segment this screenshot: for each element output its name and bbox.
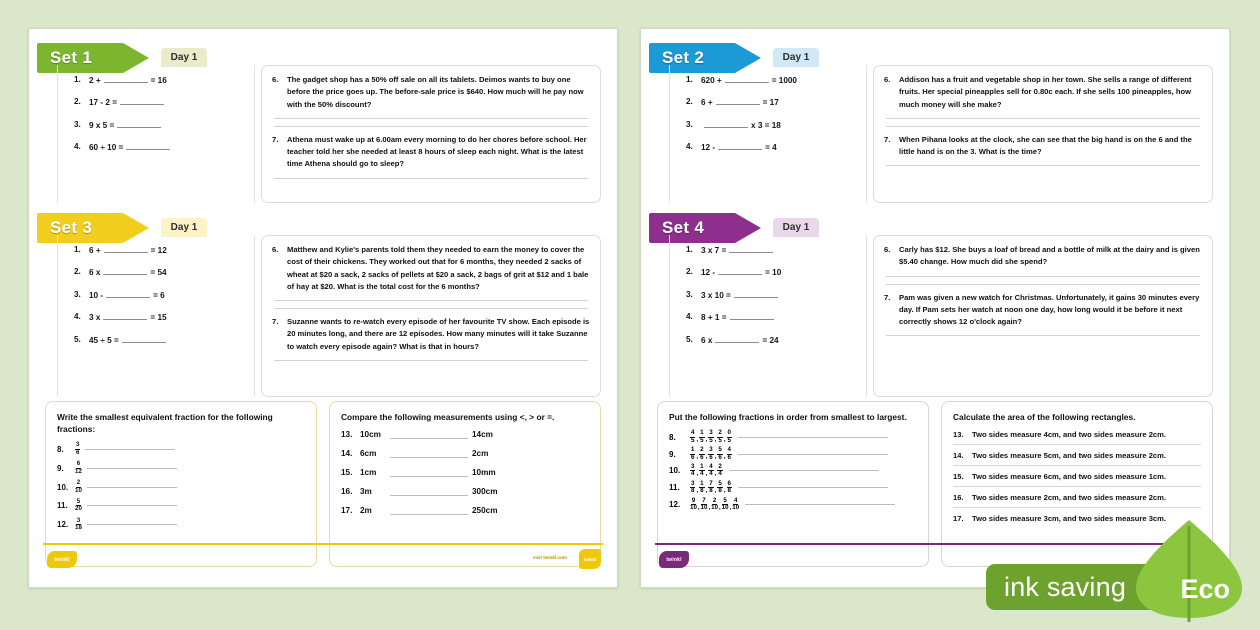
- question-number: 6.: [272, 245, 279, 254]
- answer-line[interactable]: [886, 118, 1200, 119]
- answer-line[interactable]: [886, 126, 1200, 127]
- measurement-left: 3m: [360, 487, 372, 497]
- answer-line[interactable]: [745, 504, 895, 505]
- fraction: $\frac{4}{10}$: [732, 496, 740, 512]
- answer-line[interactable]: [738, 437, 888, 438]
- answer-line[interactable]: [738, 487, 888, 488]
- question-number: 2.: [686, 97, 693, 107]
- eco-badge-label-left: ink saving: [1004, 571, 1127, 602]
- question-expression: 3 x 10 =: [701, 290, 781, 300]
- question-number: 1.: [686, 75, 693, 84]
- set-title-1: Set 1: [50, 48, 93, 67]
- question-expression: 6 x = 54: [89, 268, 167, 278]
- order-fraction-row: [669, 430, 917, 444]
- worksheet-page-left: [28, 28, 618, 588]
- fraction: $\frac{6}{12}$: [75, 460, 82, 475]
- answer-blank[interactable]: [390, 495, 468, 496]
- question-expression: 6 x = 24: [701, 335, 779, 345]
- footer-left: [43, 543, 603, 577]
- answer-blank[interactable]: [103, 267, 147, 275]
- arithmetic-question: [686, 120, 856, 130]
- fraction: $\frac{0}{5}$: [727, 429, 731, 444]
- word-problem-text: When Pihana looks at the clock, she can see that the big hand is on the 6 and the little hand is on the 3. What is the time?: [899, 134, 1192, 157]
- fraction: $\frac{1}{6}$: [691, 446, 695, 461]
- question-number: 10.: [669, 466, 681, 476]
- fraction: $\frac{3}{8}$: [691, 479, 695, 495]
- fraction-list: [690, 498, 739, 512]
- panel-heading-compare-measurements: Compare the following measurements using <, > or =.: [341, 412, 555, 422]
- word-problem-text: Suzanne wants to re-watch every episode of her favourite TV show. Each episode is 20 minutes long, and there are 12 episodes. How many minutes will it take Suzanne to watch every episode again? What is that in hours?: [287, 317, 590, 351]
- question-number: 17.: [341, 506, 353, 516]
- answer-line[interactable]: [886, 335, 1200, 336]
- panel-heading-rectangle-areas: Calculate the area of the following rectangles.: [953, 412, 1136, 422]
- answer-blank[interactable]: [725, 75, 769, 83]
- answer-line[interactable]: [953, 507, 1201, 508]
- answer-line[interactable]: [729, 470, 879, 471]
- answer-blank[interactable]: [104, 75, 148, 83]
- answer-line[interactable]: [274, 300, 588, 301]
- answer-line[interactable]: [274, 126, 588, 127]
- fraction: $\frac{3}{6}$: [709, 446, 713, 461]
- question-expression: 6 + = 12: [89, 246, 167, 255]
- question-number: 9.: [57, 463, 64, 473]
- question-number: 11.: [57, 501, 68, 511]
- order-fraction-row: [669, 464, 917, 478]
- day-tag-3: Day 1: [161, 218, 207, 237]
- footer-credit: visit twinkl.com: [532, 555, 567, 560]
- answer-line[interactable]: [274, 308, 588, 309]
- question-number: 12.: [57, 520, 69, 530]
- question-expression: 6 + = 17: [701, 98, 779, 108]
- separator: ,: [705, 487, 708, 494]
- answer-line[interactable]: [886, 284, 1200, 285]
- fraction: $\frac{1}{5}$: [700, 429, 704, 444]
- answer-blank[interactable]: [120, 97, 164, 105]
- question-number: 8.: [57, 444, 64, 454]
- set-block-4: [641, 205, 1229, 397]
- order-fraction-row: [669, 447, 917, 461]
- question-number: 6.: [272, 75, 279, 84]
- answer-line[interactable]: [953, 465, 1201, 466]
- worksheet-page-right: [640, 28, 1230, 588]
- arithmetic-column-4: [669, 235, 867, 397]
- measurement-left: 10cm: [360, 430, 381, 440]
- answer-blank[interactable]: [117, 120, 161, 128]
- arithmetic-question: [74, 142, 244, 152]
- question-number: 5.: [686, 334, 693, 344]
- separator: ,: [714, 487, 717, 494]
- word-problem-column-2: [873, 65, 1213, 203]
- area-question: [953, 493, 1201, 502]
- fraction: $\frac{5}{20}$: [75, 498, 82, 513]
- arithmetic-question: [74, 335, 244, 345]
- measurement-row: [341, 468, 589, 477]
- word-problem: [884, 134, 1202, 159]
- word-problem-column-3: [261, 235, 601, 397]
- answer-line[interactable]: [274, 118, 588, 119]
- separator: ,: [705, 453, 708, 460]
- answer-blank[interactable]: [106, 290, 150, 298]
- order-fraction-row: [669, 498, 917, 512]
- word-problem-text: Addison has a fruit and vegetable shop in her town. She sells a range of different fruits. Her special pineapples sell for 0.80c each. If she sells 100 pineapples, how much money will she make?: [899, 75, 1192, 109]
- question-number: 4.: [686, 312, 693, 322]
- fraction: $\frac{6}{8}$: [727, 479, 731, 495]
- question-expression: 17 - 2 =: [89, 97, 167, 107]
- question-number: 13.: [341, 430, 353, 440]
- question-number: 6.: [884, 75, 891, 84]
- measurement-row: [341, 449, 589, 458]
- answer-blank[interactable]: [715, 335, 759, 343]
- area-question-text: Two sides measure 4cm, and two sides measure 2cm.: [972, 430, 1167, 440]
- answer-blank[interactable]: [390, 476, 468, 477]
- question-number: 6.: [884, 245, 891, 254]
- fraction: $\frac{3}{18}$: [75, 516, 82, 532]
- fraction: $\frac{5}{10}$: [721, 496, 729, 512]
- brand-logo[interactable]: twinkl: [47, 551, 77, 568]
- answer-blank[interactable]: [390, 457, 468, 458]
- answer-line[interactable]: [953, 444, 1201, 445]
- answer-line[interactable]: [274, 360, 588, 361]
- question-expression: 8 + 1 =: [701, 312, 777, 322]
- arithmetic-column-2: [669, 65, 867, 203]
- word-problem: [884, 244, 1202, 269]
- fraction-row: [57, 499, 305, 513]
- area-question: [953, 451, 1201, 460]
- fraction-list: [690, 464, 723, 478]
- day-tag-4: Day 1: [773, 218, 819, 237]
- fraction: $\frac{1}{4}$: [700, 462, 704, 478]
- arithmetic-question: [686, 97, 856, 107]
- arithmetic-question: [686, 335, 856, 345]
- arithmetic-question: [74, 290, 244, 300]
- fraction-row: [57, 461, 305, 475]
- measurement-right: 2cm: [472, 449, 489, 459]
- question-number: 2.: [74, 97, 81, 107]
- area-question-text: Two sides measure 2cm, and two sides measure 2cm.: [972, 493, 1167, 503]
- panel-heading-order-fractions: Put the following fractions in order from smallest to largest.: [669, 412, 907, 422]
- question-expression: 12 - = 10: [701, 268, 782, 278]
- question-number: 14.: [953, 451, 964, 461]
- word-problem-column-4: [873, 235, 1213, 397]
- question-number: 11.: [669, 483, 680, 493]
- fraction: $\frac{5}{8}$: [718, 479, 722, 495]
- fraction-list: [690, 430, 732, 444]
- eco-badge-label-right: Eco: [1180, 573, 1230, 604]
- set-block-2: [641, 35, 1229, 203]
- question-number: 15.: [341, 468, 353, 478]
- question-expression: 2 + = 16: [89, 76, 167, 85]
- measurement-row: [341, 506, 589, 515]
- question-expression: 9 x 5 =: [89, 120, 164, 130]
- word-problem: [272, 244, 590, 293]
- measurement-right: 300cm: [472, 487, 498, 497]
- question-number: 16.: [953, 493, 964, 503]
- set-block-3: [29, 205, 617, 397]
- word-problem: [884, 74, 1202, 111]
- answer-line[interactable]: [87, 505, 177, 506]
- fraction: $\frac{4}{5}$: [691, 429, 695, 444]
- word-problem-text: Matthew and Kylie's parents told them they needed to earn the money to cover the cost of their chickens. They worked out that for 6 months, they needed 2 sacks of wheat at $20 a sack, 2 sacks of pellets at $20 a sack, 2 bags of grit at $12 and 1 bale of hay at $20. What is the total cost for the 6 months?: [287, 245, 589, 291]
- separator: ,: [723, 453, 726, 460]
- word-problem-text: Pam was given a new watch for Christmas. Unfortunately, it gains 30 minutes every day. If Pam sets her watch at noon one day, how long would it be before it next correctly shows 12 o'clock again?: [899, 292, 1200, 327]
- fraction: $\frac{3}{4}$: [691, 462, 695, 478]
- question-number: 17.: [953, 514, 964, 524]
- panel-heading-equivalent-fractions: Write the smallest equivalent fraction for the following fractions:: [57, 412, 273, 435]
- day-tag-2: Day 1: [773, 48, 819, 67]
- fraction: $\frac{7}{8}$: [709, 479, 713, 495]
- word-problem-column-1: [261, 65, 601, 203]
- fraction-list: [690, 481, 732, 495]
- separator: ,: [696, 487, 699, 494]
- question-number: 16.: [341, 487, 353, 497]
- measurement-left: 1cm: [360, 468, 377, 478]
- question-number: 4.: [686, 142, 693, 152]
- question-number: 4.: [74, 142, 81, 152]
- fraction-row: [57, 442, 305, 456]
- separator: ,: [697, 504, 700, 511]
- word-problem: [272, 134, 590, 171]
- question-number: 7.: [272, 317, 279, 327]
- measurement-row: [341, 487, 589, 496]
- answer-blank[interactable]: [734, 290, 778, 298]
- measurement-right: 14cm: [472, 430, 493, 440]
- question-expression: 3 x = 15: [89, 313, 167, 323]
- arithmetic-column-3: [57, 235, 255, 397]
- fraction: $\frac{1}{8}$: [700, 479, 704, 495]
- fraction-list: [690, 447, 732, 461]
- area-question-text: Two sides measure 6cm, and two sides measure 1cm.: [972, 472, 1167, 482]
- separator: ,: [714, 470, 717, 477]
- fraction: $\frac{2}{6}$: [700, 446, 704, 461]
- separator: ,: [696, 437, 699, 444]
- answer-blank[interactable]: [729, 245, 773, 253]
- measurement-left: 2m: [360, 506, 372, 516]
- answer-line[interactable]: [85, 449, 175, 450]
- fraction: $\frac{3}{5}$: [709, 429, 713, 444]
- fraction-row: [57, 480, 305, 494]
- separator: ,: [714, 437, 717, 444]
- set-title-3: Set 3: [50, 218, 93, 237]
- area-question: [953, 430, 1201, 439]
- answer-line[interactable]: [87, 524, 177, 525]
- arithmetic-question: [686, 142, 856, 152]
- fraction-row: [57, 518, 305, 532]
- question-number: 8.: [669, 432, 676, 442]
- arithmetic-question: [686, 312, 856, 322]
- question-number: 7.: [884, 134, 891, 144]
- fraction: $\frac{2}{5}$: [718, 429, 722, 444]
- measurement-right: 10mm: [472, 468, 496, 478]
- brand-logo-secondary[interactable]: twinkl: [579, 549, 601, 569]
- fraction: $\frac{2}{10}$: [75, 479, 82, 494]
- answer-blank[interactable]: [390, 514, 468, 515]
- ink-saving-eco-badge: [986, 550, 1248, 612]
- question-number: 1.: [74, 245, 81, 254]
- question-expression: 12 - = 4: [701, 143, 777, 153]
- question-number: 2.: [74, 267, 81, 277]
- word-problem: [884, 292, 1202, 329]
- separator: ,: [719, 504, 721, 511]
- arithmetic-question: [74, 120, 244, 130]
- separator: ,: [696, 453, 699, 460]
- question-expression: 60 ÷ 10 =: [89, 142, 173, 152]
- question-expression: 620 + = 1000: [701, 76, 797, 85]
- separator: ,: [705, 437, 708, 444]
- answer-blank[interactable]: [730, 312, 774, 320]
- fraction: $\frac{2}{4}$: [718, 462, 722, 478]
- answer-blank[interactable]: [716, 97, 760, 105]
- question-number: 5.: [74, 334, 81, 344]
- arithmetic-question: [686, 267, 856, 277]
- arithmetic-question: [74, 245, 244, 255]
- question-expression: 3 x 7 =: [701, 245, 776, 255]
- measurement-left: 6cm: [360, 449, 377, 459]
- question-number: 1.: [74, 75, 81, 84]
- separator: ,: [723, 437, 726, 444]
- fraction: $\frac{9}{10}$: [690, 496, 697, 512]
- separator: ,: [705, 470, 708, 477]
- question-number: 13.: [953, 430, 964, 440]
- answer-blank[interactable]: [704, 120, 748, 128]
- answer-blank[interactable]: [390, 438, 468, 439]
- set-title-4: Set 4: [662, 218, 705, 237]
- answer-line[interactable]: [87, 468, 177, 469]
- question-expression: 45 ÷ 5 =: [89, 335, 169, 345]
- word-problem: [272, 316, 590, 353]
- separator: ,: [729, 504, 732, 511]
- arithmetic-question: [686, 245, 856, 255]
- question-expression: x 3 = 18: [701, 120, 781, 130]
- question-number: 10.: [57, 482, 69, 492]
- fraction: $\frac{3}{6}$: [76, 441, 80, 456]
- set-title-2: Set 2: [662, 48, 705, 67]
- question-number: 3.: [74, 289, 81, 299]
- fraction: $\frac{2}{10}$: [711, 496, 719, 512]
- word-problem-text: Carly has $12. She buys a loaf of bread and a bottle of milk at the dairy and is given $5.40 change. How much did she spend?: [899, 245, 1200, 267]
- word-problem-text: The gadget shop has a 50% off sale on all its tablets. Deimos wants to buy one before the price goes up. The before-sale price is $640. How much will he pay now with the 50% discount?: [287, 75, 584, 109]
- answer-blank[interactable]: [104, 245, 148, 253]
- separator: ,: [723, 487, 726, 494]
- question-number: 3.: [686, 289, 693, 299]
- fraction: $\frac{4}{6}$: [727, 446, 731, 461]
- answer-line[interactable]: [87, 487, 177, 488]
- arithmetic-question: [686, 75, 856, 85]
- day-tag-1: Day 1: [161, 48, 207, 67]
- set-block-1: [29, 35, 617, 203]
- area-question-text: Two sides measure 5cm, and two sides measure 2cm.: [972, 451, 1167, 461]
- question-number: 1.: [686, 245, 693, 254]
- answer-line[interactable]: [886, 165, 1200, 166]
- brand-logo[interactable]: twinkl: [659, 551, 689, 568]
- area-question-text: Two sides measure 3cm, and two sides measure 3cm.: [972, 514, 1167, 524]
- answer-blank[interactable]: [122, 335, 166, 343]
- arithmetic-question: [74, 97, 244, 107]
- word-problem-text: Athena must wake up at 6.00am every morning to do her chores before school. Her teacher told her she needed at least 8 hours of sleep each night. What is the latest time Athena should go to sleep?: [287, 134, 587, 169]
- question-number: 14.: [341, 449, 353, 459]
- question-number: 4.: [74, 312, 81, 322]
- separator: ,: [714, 453, 717, 460]
- arithmetic-question: [686, 290, 856, 300]
- answer-line[interactable]: [274, 178, 588, 179]
- measurement-row: [341, 430, 589, 439]
- question-number: 9.: [669, 449, 676, 459]
- question-number: 7.: [272, 134, 279, 144]
- answer-blank[interactable]: [718, 267, 762, 275]
- question-number: 3.: [686, 119, 693, 129]
- question-expression: 10 - = 6: [89, 290, 165, 300]
- answer-line[interactable]: [738, 454, 888, 455]
- question-number: 2.: [686, 267, 693, 277]
- question-number: 3.: [74, 119, 81, 129]
- order-fraction-row: [669, 481, 917, 495]
- arithmetic-question: [74, 312, 244, 322]
- measurement-right: 250cm: [472, 506, 498, 516]
- answer-blank[interactable]: [126, 142, 170, 150]
- answer-blank[interactable]: [103, 312, 147, 320]
- answer-line[interactable]: [953, 486, 1201, 487]
- area-question: [953, 472, 1201, 481]
- separator: ,: [708, 504, 711, 511]
- question-number: 7.: [884, 292, 891, 302]
- question-number: 15.: [953, 472, 964, 482]
- answer-line[interactable]: [886, 276, 1200, 277]
- fraction: $\frac{5}{6}$: [718, 446, 722, 461]
- fraction: $\frac{4}{4}$: [709, 462, 713, 478]
- answer-blank[interactable]: [718, 142, 762, 150]
- word-problem: [272, 74, 590, 111]
- question-number: 12.: [669, 500, 681, 510]
- fraction: $\frac{7}{10}$: [700, 496, 708, 512]
- arithmetic-question: [74, 75, 244, 85]
- separator: ,: [696, 470, 699, 477]
- arithmetic-question: [74, 267, 244, 277]
- arithmetic-column-1: [57, 65, 255, 203]
